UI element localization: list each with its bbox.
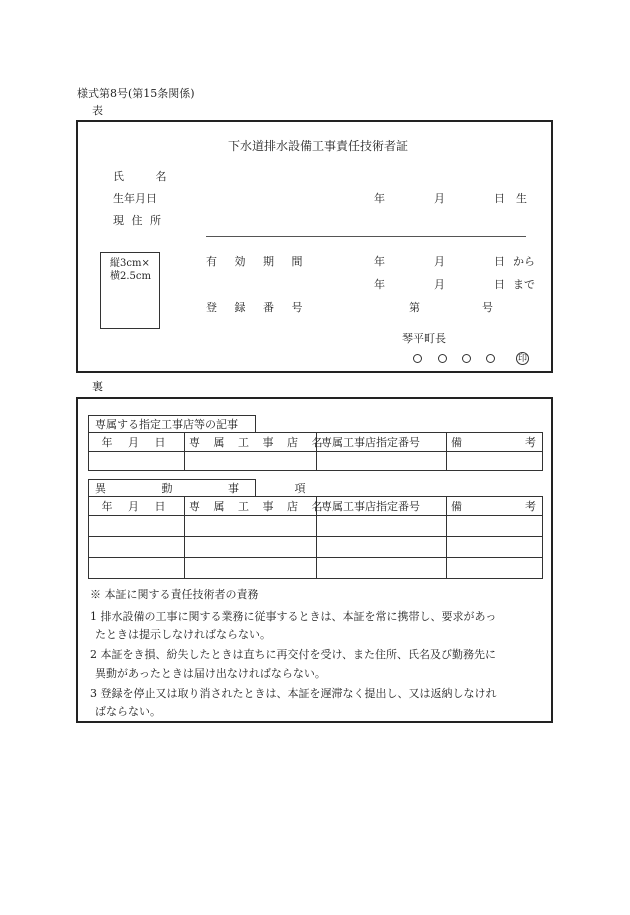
table-row xyxy=(89,516,543,537)
column-shop-name: 専 属 工 事 店 名 xyxy=(185,497,317,516)
certificate-title: 下水道排水設備工事責任技術者証 xyxy=(228,139,409,153)
column-date: 年 月 日 xyxy=(89,497,185,516)
note1-line2: たときは提示しなければならない。 xyxy=(95,628,271,641)
note1-line1: 1 排水設備の工事に関する業務に従事するときは、本証を常に携帯し、要求があっ xyxy=(90,610,497,623)
birth-month-unit: 月 xyxy=(434,192,445,205)
birth-day-unit: 日 xyxy=(494,192,505,205)
assignment-table xyxy=(88,432,543,471)
note2-line1: 2 本証をき損、紛失したときは直ちに再交付を受け、また住所、氏名及び勤務先に xyxy=(90,648,497,661)
address-label: 現 住 所 xyxy=(113,214,163,227)
photo-size-line1: 縦3cm× xyxy=(110,258,150,269)
official-seal: 印 xyxy=(517,354,527,364)
table-header-row xyxy=(89,497,543,516)
column-shop-number: 専属工事店指定番号 xyxy=(317,433,447,452)
photo-size-line2: 横2.5cm xyxy=(110,271,151,282)
address-underline xyxy=(206,236,526,237)
form-number: 様式第8号(第15条関係) xyxy=(77,87,195,100)
validity-label: 有 効 期 間 xyxy=(206,255,310,268)
table-header-row xyxy=(89,433,543,452)
valid-from-suffix: から xyxy=(513,255,535,268)
table-row xyxy=(89,537,543,558)
column-remarks xyxy=(447,433,543,452)
photo-box xyxy=(100,252,160,329)
valid-to-suffix: まで xyxy=(513,278,535,291)
note3-line1: 3 登録を停止又は取り消されたときは、本証を遅滞なく提出し、又は返納しなけれ xyxy=(90,687,497,700)
name-label: 氏 名 xyxy=(113,170,181,183)
column-remarks xyxy=(447,497,543,516)
section1-title: 専属する指定工事店等の記事 xyxy=(95,418,238,431)
issuer-title: 琴平町長 xyxy=(402,332,446,345)
valid-to-year-unit: 年 xyxy=(374,278,385,291)
valid-from-day-unit: 日 xyxy=(494,255,505,268)
name-placeholder-circle xyxy=(438,354,447,363)
name-placeholder-circle xyxy=(486,354,495,363)
remarks-char1: 備 xyxy=(451,499,462,513)
name-placeholder-circle xyxy=(462,354,471,363)
valid-from-year-unit: 年 xyxy=(374,255,385,268)
remarks-char1: 備 xyxy=(451,435,462,449)
column-shop-name: 専 属 工 事 店 名 xyxy=(185,433,317,452)
column-date: 年 月 日 xyxy=(89,433,185,452)
valid-to-month-unit: 月 xyxy=(434,278,445,291)
name-placeholder-circle xyxy=(413,354,422,363)
table-row xyxy=(89,452,543,471)
registration-prefix: 第 xyxy=(409,301,420,314)
front-side-label: 表 xyxy=(92,104,103,117)
valid-from-month-unit: 月 xyxy=(434,255,445,268)
note3-line2: ばならない。 xyxy=(95,705,161,718)
front-card xyxy=(76,120,553,373)
remarks-char2: 考 xyxy=(525,499,536,513)
note2-line2: 異動があったときは届け出なければならない。 xyxy=(95,667,326,680)
registration-suffix: 号 xyxy=(482,301,493,314)
birth-suffix: 生 xyxy=(516,192,527,205)
transfer-table xyxy=(88,496,543,579)
birth-label: 生年月日 xyxy=(113,192,157,205)
section2-title: 異 動 事 項 xyxy=(95,482,332,495)
valid-to-day-unit: 日 xyxy=(494,278,505,291)
back-side-label: 裏 xyxy=(92,380,103,393)
notes-title: ※ 本証に関する責任技術者の責務 xyxy=(90,588,259,601)
remarks-char2: 考 xyxy=(525,435,536,449)
table-row xyxy=(89,558,543,579)
registration-label: 登 録 番 号 xyxy=(206,301,310,314)
column-shop-number: 専属工事店指定番号 xyxy=(317,497,447,516)
birth-year-unit: 年 xyxy=(374,192,385,205)
